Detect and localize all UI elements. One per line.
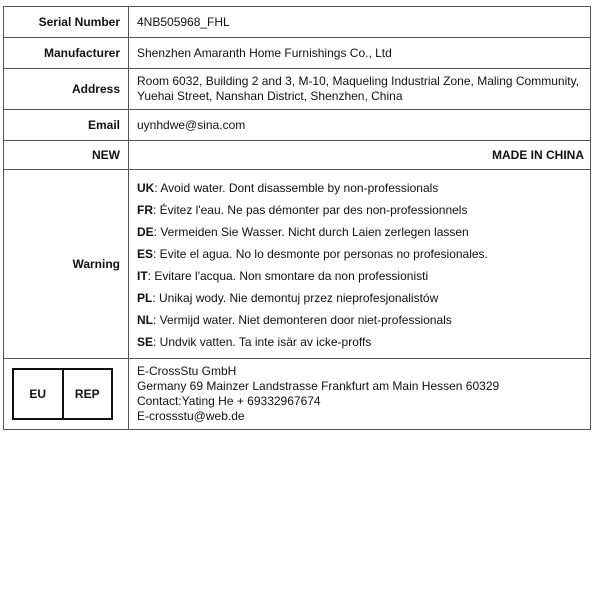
rep-line: Contact:Yating He + 69332967674 <box>137 394 321 408</box>
warning-text: : Evite el agua. No lo desmonte por personas no profesionales. <box>153 247 488 261</box>
warning-lang-code: PL <box>137 291 153 305</box>
origin-row <box>4 141 591 170</box>
eu-rep-badge <box>12 368 113 420</box>
address-row <box>4 69 591 110</box>
email-value: uynhdwe@sina.com <box>129 110 591 141</box>
warning-line-es <box>137 243 584 265</box>
warning-line-pl <box>137 287 584 309</box>
warning-lang-code: UK <box>137 181 155 195</box>
manufacturer-row <box>4 38 591 69</box>
address-label: Address <box>4 69 129 110</box>
warning-line-uk <box>137 177 584 199</box>
warning-lang-code: NL <box>137 313 153 327</box>
warning-lang-code: DE <box>137 225 154 239</box>
made-in-china-label: MADE IN CHINA <box>129 141 591 170</box>
warning-lang-code: ES <box>137 247 154 261</box>
warning-lang-code: SE <box>137 335 154 349</box>
serial-row <box>4 7 591 38</box>
serial-value: 4NB505968_FHL <box>129 7 591 38</box>
email-label: Email <box>4 110 129 141</box>
manufacturer-value: Shenzhen Amaranth Home Furnishings Co., Ltd <box>129 38 591 69</box>
warning-text: : Vermijd water. Niet demonteren door niet-professionals <box>153 313 452 327</box>
warning-text: : Vermeiden Sie Wasser. Nicht durch Laien zerlegen lassen <box>153 225 469 239</box>
warning-label: Warning <box>4 170 129 359</box>
eu-rep-badge-cell <box>4 359 129 430</box>
email-row <box>4 110 591 141</box>
warning-text: : Evitare l'acqua. Non smontare da non professionisti <box>147 269 429 283</box>
eu-rep-row <box>4 359 591 430</box>
product-label-table <box>3 6 591 430</box>
warning-line-se <box>137 331 584 353</box>
warning-line-nl <box>137 309 584 331</box>
serial-label: Serial Number <box>4 7 129 38</box>
warning-line-fr <box>137 199 584 221</box>
rep-line: E-crossstu@web.de <box>137 409 245 423</box>
warning-text: : Évitez l'eau. Ne pas démonter par des non-professionnels <box>153 203 468 217</box>
warning-text: : Unikaj wody. Nie demontuj przez nieprofesjonalistów <box>152 291 439 305</box>
warning-line-de <box>137 221 584 243</box>
eu-badge-text: EU <box>29 387 47 401</box>
address-line-2: Yuehai Street, Nanshan District, Shenzhen, China <box>137 89 403 103</box>
warning-lang-code: IT <box>137 269 148 283</box>
address-line-1: Room 6032, Building 2 and 3, M-10, Maqueling Industrial Zone, Maling Community, <box>137 74 580 88</box>
warning-list <box>129 170 591 359</box>
warning-text: : Avoid water. Dont disassemble by non-professionals <box>154 181 439 195</box>
rep-line: E-CrossStu GmbH <box>137 364 237 378</box>
new-label: NEW <box>4 141 129 170</box>
eu-rep-details <box>129 359 591 430</box>
address-value <box>129 69 591 110</box>
manufacturer-label: Manufacturer <box>4 38 129 69</box>
rep-badge-text: REP <box>62 370 112 418</box>
warning-text: : Undvik vatten. Ta inte isär av icke-proffs <box>153 335 372 349</box>
warning-lang-code: FR <box>137 203 153 217</box>
warning-line-it <box>137 265 584 287</box>
rep-line: Germany 69 Mainzer Landstrasse Frankfurt am Main Hessen 60329 <box>137 379 500 393</box>
warning-row <box>4 170 591 359</box>
